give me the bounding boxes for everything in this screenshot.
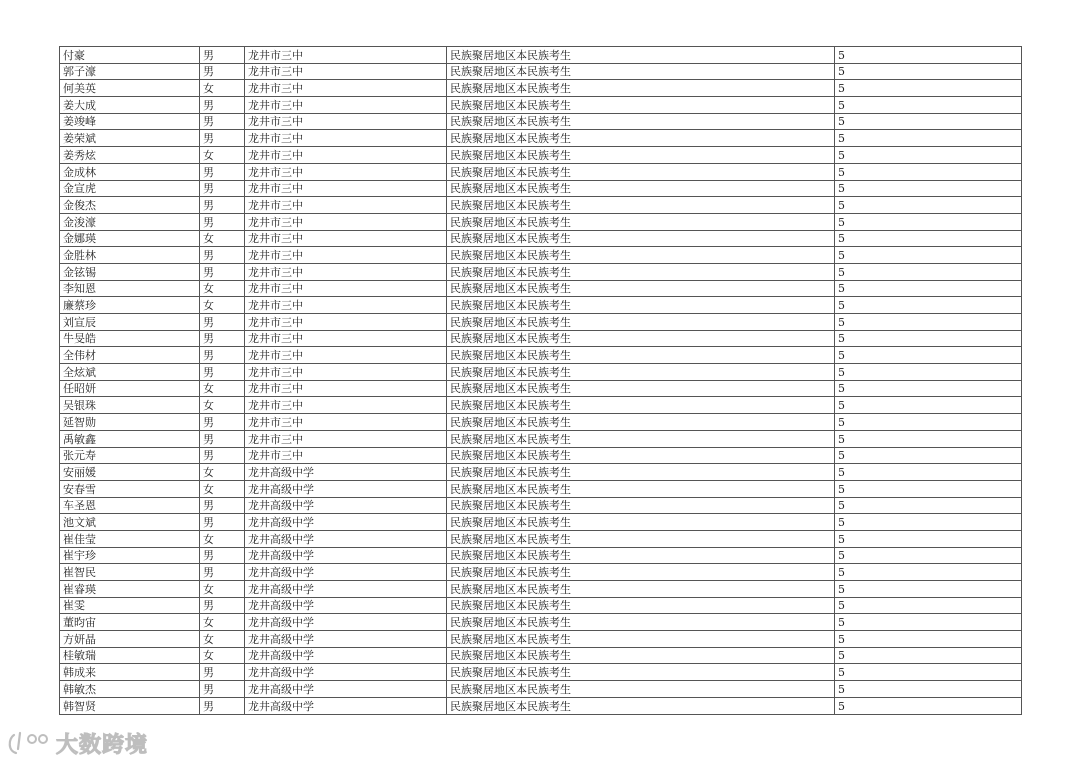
- score-cell: 5: [835, 330, 1022, 347]
- category-cell: 民族聚居地区本民族考生: [447, 47, 835, 64]
- school-cell: 龙井高级中学: [245, 614, 447, 631]
- school-cell: 龙井市三中: [245, 247, 447, 264]
- name-cell: 崔智民: [60, 564, 200, 581]
- category-cell: 民族聚居地区本民族考生: [447, 197, 835, 214]
- table-row: [60, 497, 1022, 514]
- table-row: [60, 647, 1022, 664]
- name-cell: 金铉锡: [60, 263, 200, 280]
- table-row: [60, 330, 1022, 347]
- score-cell: 5: [835, 280, 1022, 297]
- school-cell: 龙井市三中: [245, 280, 447, 297]
- gender-cell: 女: [200, 297, 245, 314]
- table-row: [60, 681, 1022, 698]
- school-cell: 龙井市三中: [245, 97, 447, 114]
- school-cell: 龙井市三中: [245, 314, 447, 331]
- score-cell: 5: [835, 414, 1022, 431]
- category-cell: 民族聚居地区本民族考生: [447, 631, 835, 648]
- name-cell: 安丽媛: [60, 464, 200, 481]
- score-cell: 5: [835, 314, 1022, 331]
- score-cell: 5: [835, 380, 1022, 397]
- student-roster-table: [59, 46, 1022, 715]
- gender-cell: 男: [200, 681, 245, 698]
- table-row: [60, 614, 1022, 631]
- score-cell: 5: [835, 97, 1022, 114]
- score-cell: 5: [835, 47, 1022, 64]
- category-cell: 民族聚居地区本民族考生: [447, 147, 835, 164]
- school-cell: 龙井市三中: [245, 397, 447, 414]
- category-cell: 民族聚居地区本民族考生: [447, 647, 835, 664]
- gender-cell: 女: [200, 230, 245, 247]
- school-cell: 龙井高级中学: [245, 597, 447, 614]
- name-cell: 姜竣峰: [60, 113, 200, 130]
- category-cell: 民族聚居地区本民族考生: [447, 247, 835, 264]
- name-cell: 张元寿: [60, 447, 200, 464]
- gender-cell: 男: [200, 364, 245, 381]
- table-row: [60, 247, 1022, 264]
- gender-cell: 女: [200, 464, 245, 481]
- table-row: [60, 631, 1022, 648]
- category-cell: 民族聚居地区本民族考生: [447, 597, 835, 614]
- score-cell: 5: [835, 597, 1022, 614]
- category-cell: 民族聚居地区本民族考生: [447, 514, 835, 531]
- name-cell: 金娜瑛: [60, 230, 200, 247]
- category-cell: 民族聚居地区本民族考生: [447, 480, 835, 497]
- table-body: [60, 47, 1022, 715]
- category-cell: 民族聚居地区本民族考生: [447, 547, 835, 564]
- score-cell: 5: [835, 631, 1022, 648]
- school-cell: 龙井高级中学: [245, 664, 447, 681]
- score-cell: 5: [835, 213, 1022, 230]
- school-cell: 龙井市三中: [245, 63, 447, 80]
- category-cell: 民族聚居地区本民族考生: [447, 697, 835, 714]
- gender-cell: 男: [200, 597, 245, 614]
- name-cell: 车圣恩: [60, 497, 200, 514]
- name-cell: 付豪: [60, 47, 200, 64]
- category-cell: 民族聚居地区本民族考生: [447, 581, 835, 598]
- gender-cell: 女: [200, 631, 245, 648]
- category-cell: 民族聚居地区本民族考生: [447, 113, 835, 130]
- category-cell: 民族聚居地区本民族考生: [447, 364, 835, 381]
- name-cell: 崔宇珍: [60, 547, 200, 564]
- table-row: [60, 697, 1022, 714]
- school-cell: 龙井市三中: [245, 380, 447, 397]
- name-cell: 延智勋: [60, 414, 200, 431]
- gender-cell: 女: [200, 581, 245, 598]
- gender-cell: 男: [200, 697, 245, 714]
- school-cell: 龙井市三中: [245, 430, 447, 447]
- school-cell: 龙井高级中学: [245, 514, 447, 531]
- name-cell: 韩成来: [60, 664, 200, 681]
- gender-cell: 男: [200, 263, 245, 280]
- gender-cell: 男: [200, 430, 245, 447]
- name-cell: 池文斌: [60, 514, 200, 531]
- gender-cell: 男: [200, 247, 245, 264]
- school-cell: 龙井高级中学: [245, 631, 447, 648]
- name-cell: 姜大成: [60, 97, 200, 114]
- gender-cell: 男: [200, 213, 245, 230]
- category-cell: 民族聚居地区本民族考生: [447, 263, 835, 280]
- category-cell: 民族聚居地区本民族考生: [447, 664, 835, 681]
- table-row: [60, 197, 1022, 214]
- category-cell: 民族聚居地区本民族考生: [447, 430, 835, 447]
- name-cell: 吴银珠: [60, 397, 200, 414]
- table-row: [60, 147, 1022, 164]
- gender-cell: 男: [200, 664, 245, 681]
- school-cell: 龙井市三中: [245, 163, 447, 180]
- name-cell: 何美英: [60, 80, 200, 97]
- category-cell: 民族聚居地区本民族考生: [447, 397, 835, 414]
- category-cell: 民族聚居地区本民族考生: [447, 380, 835, 397]
- table-row: [60, 530, 1022, 547]
- category-cell: 民族聚居地区本民族考生: [447, 564, 835, 581]
- score-cell: 5: [835, 681, 1022, 698]
- name-cell: 牛旻皓: [60, 330, 200, 347]
- table-row: [60, 581, 1022, 598]
- score-cell: 5: [835, 464, 1022, 481]
- gender-cell: 男: [200, 514, 245, 531]
- school-cell: 龙井市三中: [245, 263, 447, 280]
- name-cell: 李知恩: [60, 280, 200, 297]
- school-cell: 龙井高级中学: [245, 581, 447, 598]
- gender-cell: 女: [200, 380, 245, 397]
- category-cell: 民族聚居地区本民族考生: [447, 213, 835, 230]
- score-cell: 5: [835, 530, 1022, 547]
- gender-cell: 女: [200, 480, 245, 497]
- table-row: [60, 230, 1022, 247]
- score-cell: 5: [835, 80, 1022, 97]
- school-cell: 龙井高级中学: [245, 697, 447, 714]
- category-cell: 民族聚居地区本民族考生: [447, 530, 835, 547]
- category-cell: 民族聚居地区本民族考生: [447, 280, 835, 297]
- name-cell: 崔雯: [60, 597, 200, 614]
- gender-cell: 男: [200, 197, 245, 214]
- score-cell: 5: [835, 297, 1022, 314]
- table-row: [60, 430, 1022, 447]
- score-cell: 5: [835, 497, 1022, 514]
- score-cell: 5: [835, 163, 1022, 180]
- name-cell: 安春雪: [60, 480, 200, 497]
- school-cell: 龙井高级中学: [245, 464, 447, 481]
- school-cell: 龙井高级中学: [245, 480, 447, 497]
- category-cell: 民族聚居地区本民族考生: [447, 230, 835, 247]
- school-cell: 龙井高级中学: [245, 530, 447, 547]
- gender-cell: 女: [200, 80, 245, 97]
- table-row: [60, 414, 1022, 431]
- table-row: [60, 113, 1022, 130]
- name-cell: 金胜林: [60, 247, 200, 264]
- gender-cell: 女: [200, 530, 245, 547]
- school-cell: 龙井市三中: [245, 230, 447, 247]
- table-row: [60, 480, 1022, 497]
- school-cell: 龙井市三中: [245, 364, 447, 381]
- category-cell: 民族聚居地区本民族考生: [447, 80, 835, 97]
- school-cell: 龙井高级中学: [245, 547, 447, 564]
- name-cell: 姜秀炫: [60, 147, 200, 164]
- table-row: [60, 397, 1022, 414]
- school-cell: 龙井市三中: [245, 80, 447, 97]
- table-row: [60, 514, 1022, 531]
- watermark-text: 大数跨境: [56, 732, 149, 758]
- score-cell: 5: [835, 263, 1022, 280]
- name-cell: 郭子濠: [60, 63, 200, 80]
- table-row: [60, 347, 1022, 364]
- score-cell: 5: [835, 180, 1022, 197]
- name-cell: 崔睿瑛: [60, 581, 200, 598]
- table-row: [60, 130, 1022, 147]
- table-row: [60, 664, 1022, 681]
- table-row: [60, 97, 1022, 114]
- table-row: [60, 47, 1022, 64]
- gender-cell: 男: [200, 447, 245, 464]
- gender-cell: 男: [200, 130, 245, 147]
- school-cell: 龙井市三中: [245, 147, 447, 164]
- score-cell: 5: [835, 564, 1022, 581]
- score-cell: 5: [835, 63, 1022, 80]
- table-row: [60, 464, 1022, 481]
- category-cell: 民族聚居地区本民族考生: [447, 330, 835, 347]
- gender-cell: 男: [200, 330, 245, 347]
- gender-cell: 男: [200, 63, 245, 80]
- category-cell: 民族聚居地区本民族考生: [447, 614, 835, 631]
- name-cell: 姜荣斌: [60, 130, 200, 147]
- gender-cell: 男: [200, 180, 245, 197]
- gender-cell: 男: [200, 314, 245, 331]
- score-cell: 5: [835, 397, 1022, 414]
- category-cell: 民族聚居地区本民族考生: [447, 63, 835, 80]
- name-cell: 董昀宙: [60, 614, 200, 631]
- score-cell: 5: [835, 664, 1022, 681]
- school-cell: 龙井市三中: [245, 197, 447, 214]
- brand-logo-icon: [6, 729, 52, 757]
- school-cell: 龙井市三中: [245, 414, 447, 431]
- score-cell: 5: [835, 514, 1022, 531]
- name-cell: 桂敏瑞: [60, 647, 200, 664]
- category-cell: 民族聚居地区本民族考生: [447, 447, 835, 464]
- table-row: [60, 447, 1022, 464]
- score-cell: 5: [835, 130, 1022, 147]
- gender-cell: 男: [200, 547, 245, 564]
- category-cell: 民族聚居地区本民族考生: [447, 347, 835, 364]
- category-cell: 民族聚居地区本民族考生: [447, 314, 835, 331]
- school-cell: 龙井市三中: [245, 47, 447, 64]
- score-cell: 5: [835, 247, 1022, 264]
- gender-cell: 男: [200, 97, 245, 114]
- table-row: [60, 280, 1022, 297]
- gender-cell: 男: [200, 163, 245, 180]
- score-cell: 5: [835, 447, 1022, 464]
- category-cell: 民族聚居地区本民族考生: [447, 130, 835, 147]
- score-cell: 5: [835, 147, 1022, 164]
- gender-cell: 男: [200, 564, 245, 581]
- watermark: [6, 727, 148, 759]
- school-cell: 龙井市三中: [245, 330, 447, 347]
- score-cell: 5: [835, 364, 1022, 381]
- table-row: [60, 80, 1022, 97]
- table-row: [60, 63, 1022, 80]
- table-row: [60, 213, 1022, 230]
- table-row: [60, 364, 1022, 381]
- name-cell: 崔佳莹: [60, 530, 200, 547]
- name-cell: 韩智贤: [60, 697, 200, 714]
- gender-cell: 女: [200, 280, 245, 297]
- category-cell: 民族聚居地区本民族考生: [447, 681, 835, 698]
- category-cell: 民族聚居地区本民族考生: [447, 497, 835, 514]
- category-cell: 民族聚居地区本民族考生: [447, 297, 835, 314]
- score-cell: 5: [835, 347, 1022, 364]
- school-cell: 龙井市三中: [245, 447, 447, 464]
- name-cell: 金宣虎: [60, 180, 200, 197]
- table-row: [60, 314, 1022, 331]
- score-cell: 5: [835, 113, 1022, 130]
- name-cell: 禹敏鑫: [60, 430, 200, 447]
- gender-cell: 男: [200, 497, 245, 514]
- table-row: [60, 297, 1022, 314]
- name-cell: 方妍晶: [60, 631, 200, 648]
- school-cell: 龙井市三中: [245, 180, 447, 197]
- table-row: [60, 564, 1022, 581]
- score-cell: 5: [835, 697, 1022, 714]
- table-row: [60, 163, 1022, 180]
- category-cell: 民族聚居地区本民族考生: [447, 97, 835, 114]
- score-cell: 5: [835, 230, 1022, 247]
- school-cell: 龙井市三中: [245, 297, 447, 314]
- table-row: [60, 597, 1022, 614]
- school-cell: 龙井市三中: [245, 213, 447, 230]
- score-cell: 5: [835, 614, 1022, 631]
- name-cell: 韩敏杰: [60, 681, 200, 698]
- name-cell: 金成林: [60, 163, 200, 180]
- category-cell: 民族聚居地区本民族考生: [447, 163, 835, 180]
- score-cell: 5: [835, 197, 1022, 214]
- category-cell: 民族聚居地区本民族考生: [447, 464, 835, 481]
- school-cell: 龙井高级中学: [245, 497, 447, 514]
- name-cell: 廉蔡珍: [60, 297, 200, 314]
- gender-cell: 女: [200, 647, 245, 664]
- gender-cell: 女: [200, 397, 245, 414]
- school-cell: 龙井高级中学: [245, 564, 447, 581]
- gender-cell: 男: [200, 414, 245, 431]
- table-row: [60, 180, 1022, 197]
- table-row: [60, 380, 1022, 397]
- gender-cell: 男: [200, 347, 245, 364]
- category-cell: 民族聚居地区本民族考生: [447, 180, 835, 197]
- table-row: [60, 263, 1022, 280]
- name-cell: 全炫斌: [60, 364, 200, 381]
- category-cell: 民族聚居地区本民族考生: [447, 414, 835, 431]
- name-cell: 全伟材: [60, 347, 200, 364]
- school-cell: 龙井市三中: [245, 347, 447, 364]
- name-cell: 金浚濠: [60, 213, 200, 230]
- score-cell: 5: [835, 547, 1022, 564]
- score-cell: 5: [835, 581, 1022, 598]
- name-cell: 任昭妍: [60, 380, 200, 397]
- school-cell: 龙井市三中: [245, 130, 447, 147]
- school-cell: 龙井高级中学: [245, 647, 447, 664]
- score-cell: 5: [835, 480, 1022, 497]
- gender-cell: 男: [200, 47, 245, 64]
- gender-cell: 女: [200, 614, 245, 631]
- school-cell: 龙井市三中: [245, 113, 447, 130]
- gender-cell: 女: [200, 147, 245, 164]
- name-cell: 刘宣辰: [60, 314, 200, 331]
- name-cell: 金俊杰: [60, 197, 200, 214]
- table-row: [60, 547, 1022, 564]
- score-cell: 5: [835, 647, 1022, 664]
- gender-cell: 男: [200, 113, 245, 130]
- score-cell: 5: [835, 430, 1022, 447]
- school-cell: 龙井高级中学: [245, 681, 447, 698]
